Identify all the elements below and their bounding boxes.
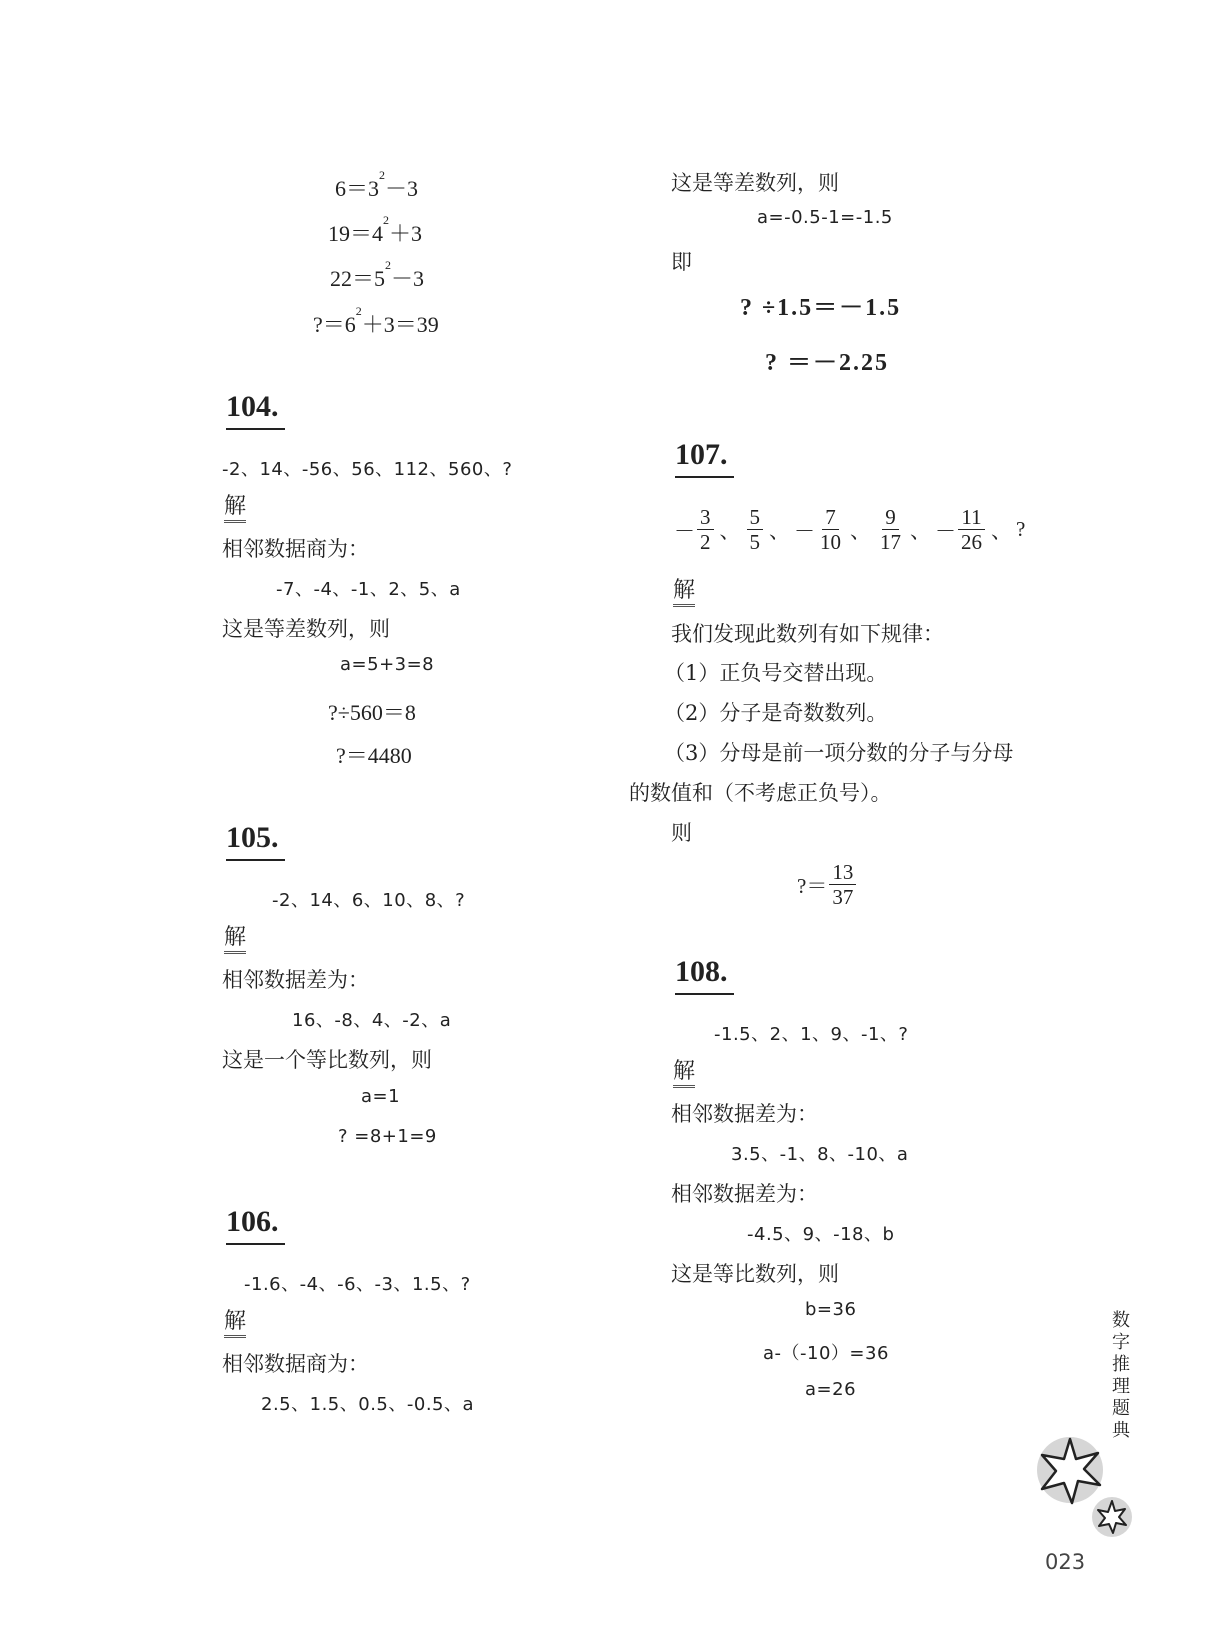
problem-107-heading: 107. <box>675 438 734 478</box>
separator: 、 <box>769 518 790 543</box>
problem-107-fraction-sequence <box>674 505 1025 554</box>
problem-105-heading: 105. <box>226 821 285 861</box>
question-mark: ? <box>1016 517 1026 541</box>
solution-line: a=5+3=8 <box>340 654 435 675</box>
solution-line: ? =8+1=9 <box>338 1126 437 1147</box>
separator: 、 <box>910 518 931 543</box>
solution-label: 解 <box>673 1059 695 1088</box>
fraction: $\frac{13}{37}$ <box>829 860 856 909</box>
side-book-title <box>1106 1310 1136 1442</box>
equation-3: $22=5^2-3$ <box>330 258 425 291</box>
problem-104-sequence: -2、14、-56、56、112、560、? <box>222 459 513 480</box>
solution-line: 相邻数据差为： <box>671 1182 818 1206</box>
decorative-star-icon <box>1020 1425 1140 1545</box>
side-title-char: 题 <box>1112 1398 1130 1419</box>
side-title-char: 推 <box>1112 1354 1130 1375</box>
solution-line: 这是一个等比数列，则 <box>222 1048 432 1072</box>
solution-line: 2.5、1.5、0.5、-0.5、a <box>261 1394 475 1415</box>
problem-104-heading: 104. <box>226 390 285 430</box>
separator: 、 <box>991 518 1012 543</box>
solution-line: ? ＝－2.25 <box>765 350 889 376</box>
page-number: 023 <box>1045 1550 1086 1574</box>
solution-label: 解 <box>224 925 246 954</box>
fraction: $\frac{5}{5}$ <box>747 505 764 554</box>
solution-line: 相邻数据商为： <box>222 1352 369 1376</box>
solution-line: b=36 <box>805 1299 857 1320</box>
solution-line: a=-0.5-1=-1.5 <box>757 207 893 228</box>
fraction-sign: － <box>674 518 695 543</box>
solution-line: （2）分子是奇数数列。 <box>664 701 888 725</box>
solution-line: -7、-4、-1、2、5、a <box>276 579 461 600</box>
solution-line: 相邻数据商为： <box>222 537 369 561</box>
fraction: $\frac{9}{17}$ <box>880 505 901 554</box>
solution-line: -4.5、9、-18、b <box>747 1224 895 1245</box>
problem-108-sequence: -1.5、2、1、9、-1、? <box>714 1024 909 1045</box>
solution-label: 解 <box>673 578 695 607</box>
fraction: $\frac{11}{26}$ <box>958 505 985 554</box>
solution-label: 解 <box>224 494 246 523</box>
separator: 、 <box>719 518 741 543</box>
side-title-char: 字 <box>1112 1332 1130 1353</box>
equation-2: $19=4^2+3$ <box>328 213 423 246</box>
problem-108-heading: 108. <box>675 955 734 995</box>
separator: 、 <box>850 518 871 543</box>
side-title-char: 典 <box>1112 1420 1130 1441</box>
answer-prefix: ?＝ <box>797 873 828 898</box>
solution-line: 我们发现此数列有如下规律： <box>671 622 944 646</box>
solution-line: a=26 <box>805 1379 857 1400</box>
solution-line: 相邻数据差为： <box>671 1102 818 1126</box>
problem-106-sequence: -1.6、-4、-6、-3、1.5、? <box>244 1274 471 1295</box>
equation-4: $?=6^2+3=39$ <box>313 304 439 337</box>
solution-line: 这是等差数列，则 <box>671 171 839 195</box>
fraction-sign: － <box>935 518 956 543</box>
solution-line: 即 <box>671 250 692 274</box>
problem-105-sequence: -2、14、6、10、8、? <box>272 890 466 911</box>
solution-line: 这是等差数列，则 <box>222 617 390 641</box>
fraction-sign: － <box>794 518 815 543</box>
fraction: $\frac{3}{2}$ <box>697 505 714 554</box>
solution-line: （1）正负号交替出现。 <box>664 661 888 685</box>
solution-line: a-（-10）=36 <box>763 1343 889 1364</box>
solution-line: ? ÷1.5＝－1.5 <box>740 295 902 321</box>
solution-line: a=1 <box>361 1086 401 1107</box>
solution-line: 相邻数据差为： <box>222 968 369 992</box>
solution-line: 3.5、-1、8、-10、a <box>731 1144 909 1165</box>
solution-line: 的数值和（不考虑正负号）。 <box>629 781 892 805</box>
solution-line: 16、-8、4、-2、a <box>292 1010 452 1031</box>
solution-label: 解 <box>224 1309 246 1338</box>
side-title-char: 理 <box>1112 1376 1130 1397</box>
solution-line: （3）分母是前一项分数的分子与分母 <box>664 741 1014 765</box>
solution-line: 这是等比数列，则 <box>671 1262 839 1286</box>
equation-1: $6=3^2-3$ <box>335 168 419 201</box>
answer-fraction <box>797 860 858 909</box>
problem-106-heading: 106. <box>226 1205 285 1245</box>
solution-line: ?＝4480 <box>336 743 412 768</box>
solution-line: 则 <box>671 821 692 845</box>
solution-line: ?÷560＝8 <box>328 700 416 725</box>
side-title-char: 数 <box>1112 1310 1130 1331</box>
fraction: $\frac{7}{10}$ <box>820 505 841 554</box>
